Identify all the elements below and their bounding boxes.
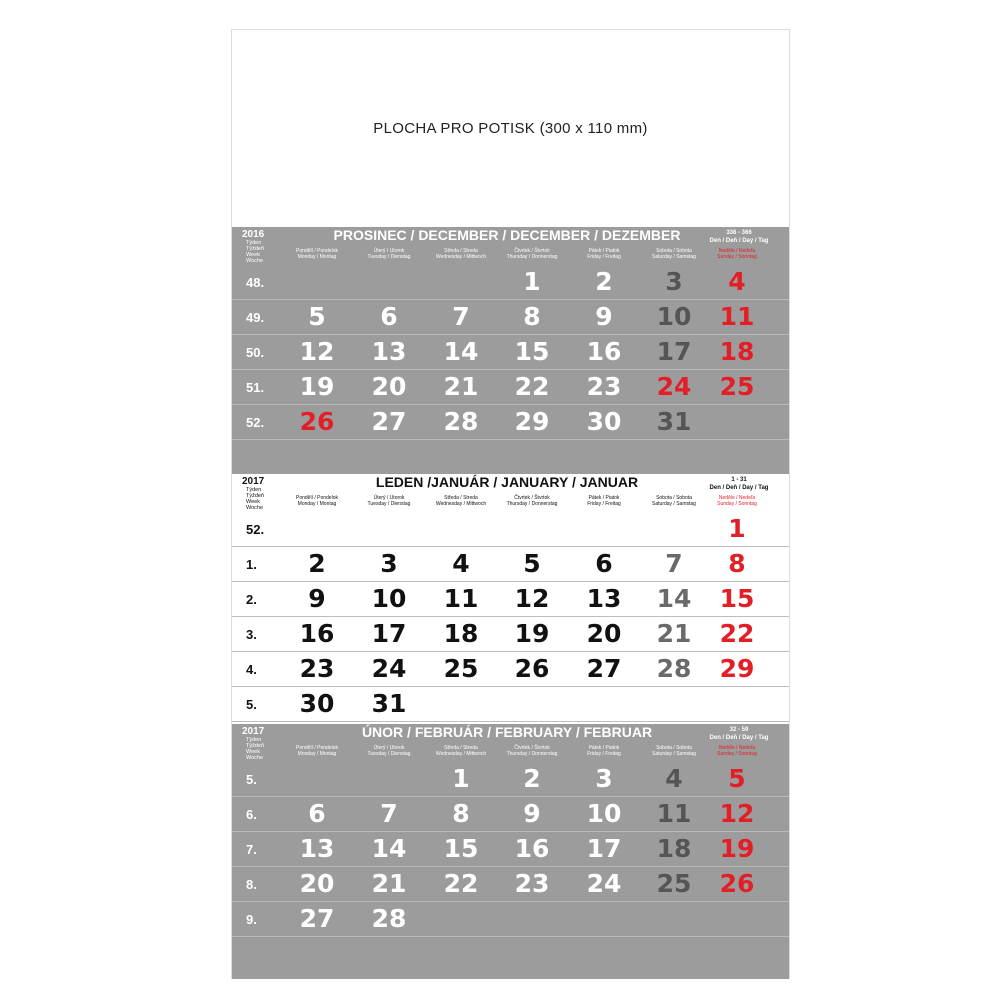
calendar-day: 21 xyxy=(443,372,479,401)
calendar-day: 15 xyxy=(719,584,755,613)
week-number: 49. xyxy=(246,310,265,325)
weekday-name xyxy=(354,248,424,260)
week-word: Woche xyxy=(246,505,264,511)
week-word: Woche xyxy=(246,755,264,761)
calendar-day: 12 xyxy=(514,584,550,613)
weekday-name-line: Úterý / Utorok xyxy=(373,248,405,254)
week-row xyxy=(232,547,789,582)
month-header xyxy=(232,724,789,766)
week-word: Týden xyxy=(246,737,262,743)
month-block xyxy=(232,724,789,979)
calendar-day: 1 xyxy=(728,514,746,543)
calendar-day: 4 xyxy=(728,267,746,296)
weekday-name-line: Neděle / Nedeľa xyxy=(718,495,756,501)
week-number: 6. xyxy=(246,807,257,822)
calendar-day: 20 xyxy=(299,869,335,898)
calendar-day: 10 xyxy=(656,302,692,331)
calendar-day: 10 xyxy=(371,584,407,613)
week-word: Týždeň xyxy=(246,246,265,252)
calendar-day: 25 xyxy=(656,869,692,898)
week-number: 5. xyxy=(246,697,257,712)
week-word: Týždeň xyxy=(246,743,265,749)
weekday-name-line: Pondělí / Pondelok xyxy=(296,495,338,501)
calendar-day: 16 xyxy=(299,619,335,648)
week-row xyxy=(232,405,789,440)
week-number: 4. xyxy=(246,662,257,677)
weekday-name-line: Friday / Freitag xyxy=(587,501,621,507)
calendar-day: 17 xyxy=(371,619,407,648)
calendar-day: 18 xyxy=(443,619,479,648)
calendar-day: 31 xyxy=(656,407,692,436)
weekday-name-line: Wednesday / Mittwoch xyxy=(435,751,487,757)
weekday-name xyxy=(282,745,352,757)
weekday-name-line: Monday / Montag xyxy=(297,751,337,757)
weekday-name xyxy=(639,745,709,757)
calendar-day: 7 xyxy=(380,799,398,828)
week-column-label xyxy=(246,487,276,511)
calendar-day: 2 xyxy=(308,549,326,578)
week-number: 7. xyxy=(246,842,257,857)
calendar-day: 10 xyxy=(586,799,622,828)
calendar-day: 7 xyxy=(665,549,683,578)
calendar-day: 28 xyxy=(443,407,479,436)
weekday-name-line: Sobota / Sobota xyxy=(656,495,692,501)
day-range-numbers: 336 - 366 xyxy=(726,230,752,236)
calendar-day: 8 xyxy=(452,799,470,828)
weekday-name-line: Tuesday / Dienstag xyxy=(367,751,411,757)
week-row xyxy=(232,335,789,370)
weekday-name xyxy=(282,248,352,260)
calendar-day: 14 xyxy=(371,834,407,863)
calendar-day: 16 xyxy=(586,337,622,366)
calendar-day: 19 xyxy=(719,834,755,863)
week-row xyxy=(232,762,789,797)
calendar-day: 22 xyxy=(719,619,755,648)
calendar-day: 6 xyxy=(308,799,326,828)
week-number: 1. xyxy=(246,557,257,572)
week-row xyxy=(232,652,789,687)
weekday-name xyxy=(497,248,567,260)
weekday-name-line: Úterý / Utorok xyxy=(373,495,405,501)
week-word: Week xyxy=(246,749,260,755)
calendar-day: 13 xyxy=(299,834,335,863)
weekday-name-line: Čtvrtek / Štvrtok xyxy=(514,495,550,501)
weekday-name-line: Středa / Streda xyxy=(444,495,478,501)
weekday-name xyxy=(354,495,424,507)
week-column-label xyxy=(246,737,276,761)
weekday-name-line: Saturday / Samstag xyxy=(652,254,696,260)
weekday-name-line: Tuesday / Dienstag xyxy=(367,501,411,507)
calendar-day: 27 xyxy=(371,407,407,436)
week-number: 51. xyxy=(246,380,265,395)
week-column-label xyxy=(246,240,276,264)
calendar-day: 11 xyxy=(656,799,692,828)
weekday-name xyxy=(702,495,772,507)
week-row xyxy=(232,902,789,937)
print-area xyxy=(232,30,789,227)
weekday-name-line: Sobota / Sobota xyxy=(656,745,692,751)
weekday-name-line: Čtvrtek / Štvrtok xyxy=(514,745,550,751)
week-row xyxy=(232,582,789,617)
calendar-day: 29 xyxy=(514,407,550,436)
calendar-day: 2 xyxy=(523,764,541,793)
calendar-day: 31 xyxy=(371,689,407,718)
calendar-day: 3 xyxy=(665,267,683,296)
week-number: 52. xyxy=(246,522,265,537)
weekday-name xyxy=(426,745,496,757)
calendar-day: 24 xyxy=(586,869,622,898)
week-row xyxy=(232,687,789,722)
row-divider xyxy=(232,439,789,440)
week-row xyxy=(232,512,789,547)
calendar-day: 1 xyxy=(452,764,470,793)
calendar-day: 3 xyxy=(380,549,398,578)
weekday-name-line: Středa / Streda xyxy=(444,248,478,254)
week-word: Týždeň xyxy=(246,493,265,499)
weekday-name xyxy=(282,495,352,507)
day-range-numbers: 1 - 31 xyxy=(731,477,747,483)
week-number: 48. xyxy=(246,275,265,290)
weekday-name-line: Středa / Streda xyxy=(444,745,478,751)
calendar-day: 19 xyxy=(299,372,335,401)
weekday-name-line: Pátek / Piatok xyxy=(588,495,620,501)
weekday-name-line: Wednesday / Mittwoch xyxy=(435,501,487,507)
calendar-day: 23 xyxy=(299,654,335,683)
calendar-day: 24 xyxy=(371,654,407,683)
weekday-name-line: Úterý / Utorok xyxy=(373,745,405,751)
day-range-label: Den / Deň / Day / Tag xyxy=(709,238,769,244)
calendar-day: 13 xyxy=(586,584,622,613)
calendar-day: 21 xyxy=(371,869,407,898)
calendar-day: 2 xyxy=(595,267,613,296)
month-title: ÚNOR / FEBRUÁR / FEBRUARY / FEBRUAR xyxy=(361,724,653,740)
weekday-name xyxy=(702,745,772,757)
calendar-day: 4 xyxy=(452,549,470,578)
weekday-name-line: Neděle / Nedeľa xyxy=(718,745,756,751)
weekday-name-line: Saturday / Samstag xyxy=(652,751,696,757)
print-area-label: PLOCHA PRO POTISK (300 x 110 mm) xyxy=(373,120,648,137)
day-range xyxy=(709,476,769,492)
day-range xyxy=(709,229,769,245)
calendar-day: 17 xyxy=(586,834,622,863)
calendar-day: 25 xyxy=(443,654,479,683)
calendar-day: 8 xyxy=(728,549,746,578)
weekday-name-line: Friday / Freitag xyxy=(587,254,621,260)
weekday-name xyxy=(702,248,772,260)
weekday-name-line: Thursday / Donnerstag xyxy=(506,751,558,757)
calendar-day: 12 xyxy=(299,337,335,366)
calendar-day: 12 xyxy=(719,799,755,828)
month-header xyxy=(232,474,789,516)
weekday-name-line: Čtvrtek / Štvrtok xyxy=(514,248,550,254)
calendar-day: 14 xyxy=(443,337,479,366)
calendar-day: 15 xyxy=(443,834,479,863)
weekday-name-line: Pondělí / Pondelok xyxy=(296,745,338,751)
weekday-name-line: Monday / Montag xyxy=(297,254,337,260)
week-word: Woche xyxy=(246,258,264,264)
calendar-day: 6 xyxy=(595,549,613,578)
calendar-day: 14 xyxy=(656,584,692,613)
row-divider xyxy=(232,721,789,722)
calendar-day: 23 xyxy=(586,372,622,401)
weekday-name-line: Sobota / Sobota xyxy=(656,248,692,254)
week-word: Týden xyxy=(246,240,262,246)
weekday-name xyxy=(569,248,639,260)
weekday-name-line: Pátek / Piatok xyxy=(588,745,620,751)
day-range-numbers: 32 - 59 xyxy=(729,727,749,733)
weekday-name-line: Sunday / Sonntag xyxy=(717,501,757,507)
week-row xyxy=(232,265,789,300)
calendar-day: 19 xyxy=(514,619,550,648)
calendar-day: 26 xyxy=(299,407,335,436)
calendar-day: 4 xyxy=(665,764,683,793)
weekday-name-line: Neděle / Nedeľa xyxy=(718,248,756,254)
calendar-day: 24 xyxy=(656,372,692,401)
calendar-day: 30 xyxy=(299,689,335,718)
calendar-day: 7 xyxy=(452,302,470,331)
month-title: PROSINEC / DECEMBER / DECEMBER / DEZEMBER xyxy=(333,227,681,243)
calendar-day: 20 xyxy=(371,372,407,401)
week-row xyxy=(232,370,789,405)
weekday-name-line: Thursday / Donnerstag xyxy=(506,501,558,507)
calendar-day: 28 xyxy=(371,904,407,933)
week-row xyxy=(232,832,789,867)
weekday-name xyxy=(354,745,424,757)
weekday-name-line: Wednesday / Mittwoch xyxy=(435,254,487,260)
calendar-day: 5 xyxy=(728,764,746,793)
year-label: 2016 xyxy=(242,229,265,240)
calendar-day: 17 xyxy=(656,337,692,366)
day-range-label: Den / Deň / Day / Tag xyxy=(709,485,769,491)
weekday-name-line: Friday / Freitag xyxy=(587,751,621,757)
calendar-day: 25 xyxy=(719,372,755,401)
weekday-name-line: Saturday / Samstag xyxy=(652,501,696,507)
month-block xyxy=(232,227,789,474)
weekday-name xyxy=(639,495,709,507)
weekday-name xyxy=(569,745,639,757)
calendar-day: 26 xyxy=(719,869,755,898)
month-block xyxy=(232,474,789,724)
week-number: 52. xyxy=(246,415,265,430)
week-row xyxy=(232,300,789,335)
row-divider xyxy=(232,936,789,937)
calendar-day: 9 xyxy=(523,799,541,828)
weekday-name-line: Pondělí / Pondelok xyxy=(296,248,338,254)
month-title: LEDEN /JANUÁR / JANUARY / JANUAR xyxy=(375,474,639,490)
week-number: 8. xyxy=(246,877,257,892)
calendar-day: 27 xyxy=(586,654,622,683)
weekday-name xyxy=(569,495,639,507)
year-label: 2017 xyxy=(242,726,265,737)
calendar-day: 18 xyxy=(656,834,692,863)
calendar-day: 5 xyxy=(308,302,326,331)
calendar-day: 27 xyxy=(299,904,335,933)
calendar-day: 30 xyxy=(586,407,622,436)
week-word: Week xyxy=(246,499,260,505)
calendar-day: 9 xyxy=(595,302,613,331)
week-number: 9. xyxy=(246,912,257,927)
calendar-day: 22 xyxy=(443,869,479,898)
calendar-day: 22 xyxy=(514,372,550,401)
weekday-name xyxy=(497,745,567,757)
week-number: 3. xyxy=(246,627,257,642)
calendar-day: 18 xyxy=(719,337,755,366)
calendar-day: 28 xyxy=(656,654,692,683)
week-row xyxy=(232,867,789,902)
calendar-day: 9 xyxy=(308,584,326,613)
calendar-day: 15 xyxy=(514,337,550,366)
calendar-day: 16 xyxy=(514,834,550,863)
calendar-day: 23 xyxy=(514,869,550,898)
month-header xyxy=(232,227,789,269)
weekday-name-line: Tuesday / Dienstag xyxy=(367,254,411,260)
weekday-name-line: Sunday / Sonntag xyxy=(717,751,757,757)
calendar-day: 1 xyxy=(523,267,541,296)
calendar-day: 20 xyxy=(586,619,622,648)
day-range xyxy=(709,726,769,742)
calendar-day: 26 xyxy=(514,654,550,683)
year-label: 2017 xyxy=(242,476,265,487)
weekday-name-line: Sunday / Sonntag xyxy=(717,254,757,260)
week-number: 2. xyxy=(246,592,257,607)
calendar-day: 8 xyxy=(523,302,541,331)
day-range-label: Den / Deň / Day / Tag xyxy=(709,735,769,741)
calendar-day: 5 xyxy=(523,549,541,578)
week-number: 50. xyxy=(246,345,265,360)
calendar-day: 11 xyxy=(443,584,479,613)
weekday-name xyxy=(426,248,496,260)
weekday-name-line: Pátek / Piatok xyxy=(588,248,620,254)
calendar-day: 11 xyxy=(719,302,755,331)
week-row xyxy=(232,797,789,832)
calendar-day: 29 xyxy=(719,654,755,683)
week-word: Týden xyxy=(246,487,262,493)
weekday-name xyxy=(497,495,567,507)
weekday-name xyxy=(426,495,496,507)
wall-calendar-sheet xyxy=(231,29,790,979)
calendar-day: 3 xyxy=(595,764,613,793)
week-row xyxy=(232,617,789,652)
week-number: 5. xyxy=(246,772,257,787)
calendar-day: 21 xyxy=(656,619,692,648)
calendar-day: 13 xyxy=(371,337,407,366)
week-word: Week xyxy=(246,252,260,258)
weekday-name xyxy=(639,248,709,260)
weekday-name-line: Monday / Montag xyxy=(297,501,337,507)
calendar-day: 6 xyxy=(380,302,398,331)
weekday-name-line: Thursday / Donnerstag xyxy=(506,254,558,260)
